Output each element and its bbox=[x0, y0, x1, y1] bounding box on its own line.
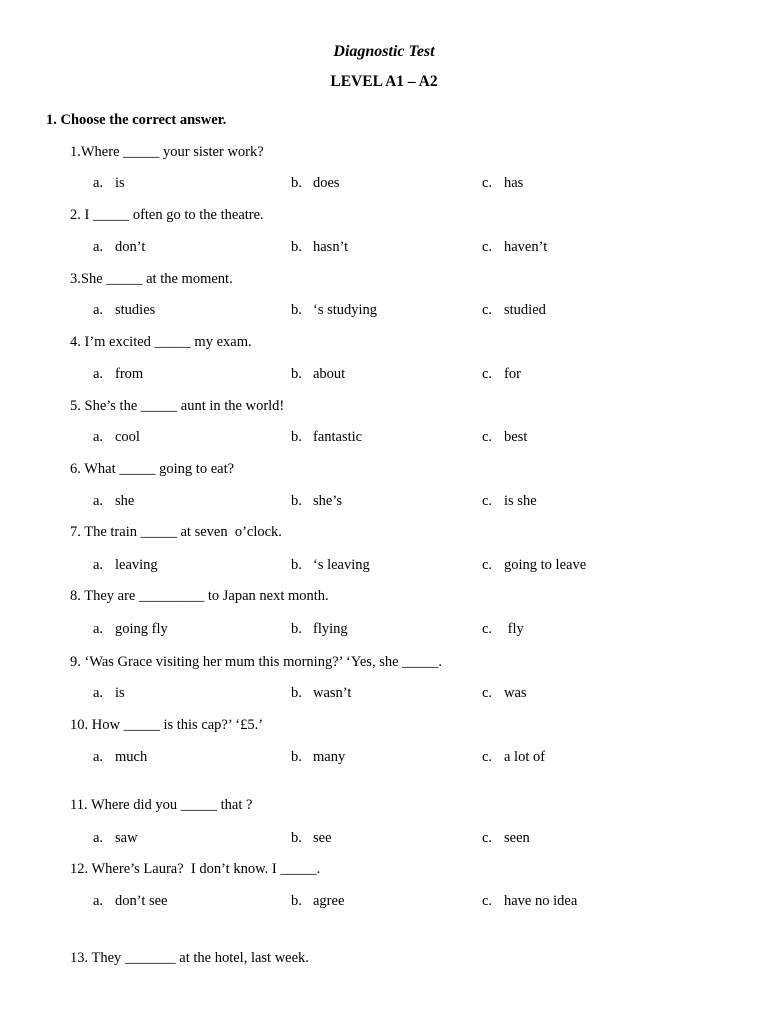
option-letter: b. bbox=[291, 493, 302, 509]
page-title: Diagnostic Test bbox=[333, 43, 435, 60]
option-letter: b. bbox=[291, 893, 302, 909]
option-9c[interactable] bbox=[482, 685, 527, 702]
option-text: cool bbox=[115, 429, 140, 445]
option-letter: b. bbox=[291, 302, 302, 318]
option-text: fantastic bbox=[313, 429, 363, 445]
option-5b[interactable] bbox=[291, 429, 362, 446]
option-letter: b. bbox=[291, 239, 302, 255]
option-7b[interactable] bbox=[291, 557, 370, 574]
option-text: was bbox=[504, 685, 527, 701]
option-text: from bbox=[115, 366, 144, 382]
option-letter: b. bbox=[291, 749, 302, 765]
option-11b[interactable] bbox=[291, 830, 332, 847]
option-1c[interactable] bbox=[482, 175, 523, 192]
option-10c[interactable] bbox=[482, 749, 545, 766]
question-12: 12. Where’s Laura? I don’t know. I _____. bbox=[70, 861, 321, 877]
option-text: going fly bbox=[115, 621, 168, 637]
option-letter: c. bbox=[482, 302, 493, 318]
option-letter: a. bbox=[93, 830, 104, 846]
option-text: wasn’t bbox=[313, 685, 352, 701]
option-letter: b. bbox=[291, 557, 302, 573]
option-letter: a. bbox=[93, 302, 104, 318]
option-1a[interactable] bbox=[93, 175, 125, 192]
section-heading: 1. Choose the correct answer. bbox=[46, 112, 227, 128]
question-1: 1.Where _____ your sister work? bbox=[70, 144, 264, 160]
option-9b[interactable] bbox=[291, 685, 351, 702]
option-letter: a. bbox=[93, 749, 104, 765]
option-text: saw bbox=[115, 830, 138, 846]
option-10a[interactable] bbox=[93, 749, 147, 766]
option-letter: a. bbox=[93, 175, 104, 191]
question-8: 8. They are _________ to Japan next month. bbox=[70, 588, 329, 604]
option-letter: a. bbox=[93, 493, 104, 509]
option-4b[interactable] bbox=[291, 366, 345, 383]
option-text: for bbox=[504, 366, 521, 382]
option-text: haven’t bbox=[504, 239, 548, 255]
option-text: is bbox=[115, 175, 125, 191]
option-2b[interactable] bbox=[291, 239, 348, 256]
option-text: flying bbox=[313, 621, 348, 637]
option-text: leaving bbox=[115, 557, 158, 573]
option-7a[interactable] bbox=[93, 557, 158, 574]
option-text: best bbox=[504, 429, 528, 445]
option-text: much bbox=[115, 749, 148, 765]
option-letter: c. bbox=[482, 239, 493, 255]
option-letter: a. bbox=[93, 429, 104, 445]
option-text: is bbox=[115, 685, 125, 701]
question-3: 3.She _____ at the moment. bbox=[70, 271, 233, 287]
option-letter: a. bbox=[93, 893, 104, 909]
option-text: have no idea bbox=[504, 893, 578, 909]
option-text: does bbox=[313, 175, 340, 191]
option-letter: c. bbox=[482, 893, 493, 909]
option-8c[interactable] bbox=[482, 621, 524, 638]
option-text: don’t bbox=[115, 239, 146, 255]
option-text: fly bbox=[504, 621, 524, 637]
option-text: has bbox=[504, 175, 524, 191]
option-3c[interactable] bbox=[482, 302, 546, 319]
option-text: don’t see bbox=[115, 893, 168, 909]
option-10b[interactable] bbox=[291, 749, 345, 766]
option-2c[interactable] bbox=[482, 239, 547, 256]
option-4a[interactable] bbox=[93, 366, 143, 383]
question-6: 6. What _____ going to eat? bbox=[70, 461, 235, 477]
option-11c[interactable] bbox=[482, 830, 530, 847]
option-text: going to leave bbox=[504, 557, 587, 573]
option-letter: a. bbox=[93, 557, 104, 573]
question-9: 9. ‘Was Grace visiting her mum this morning?’ ‘Yes, she _____. bbox=[70, 654, 443, 670]
option-5a[interactable] bbox=[93, 429, 140, 446]
question-5: 5. She’s the _____ aunt in the world! bbox=[70, 398, 285, 414]
option-letter: c. bbox=[482, 557, 493, 573]
option-12b[interactable] bbox=[291, 893, 344, 910]
option-letter: a. bbox=[93, 239, 104, 255]
option-2a[interactable] bbox=[93, 239, 145, 256]
option-text: seen bbox=[504, 830, 530, 846]
option-text: is she bbox=[504, 493, 537, 509]
option-letter: b. bbox=[291, 685, 302, 701]
question-10: 10. How _____ is this cap?’ ‘£5.’ bbox=[70, 717, 264, 733]
option-3b[interactable] bbox=[291, 302, 377, 319]
option-text: she bbox=[115, 493, 135, 509]
option-text: hasn’t bbox=[313, 239, 349, 255]
option-letter: c. bbox=[482, 830, 493, 846]
option-8b[interactable] bbox=[291, 621, 348, 638]
option-letter: c. bbox=[482, 366, 493, 382]
question-7: 7. The train _____ at seven o’clock. bbox=[70, 524, 282, 540]
option-1b[interactable] bbox=[291, 175, 340, 192]
option-text: studied bbox=[504, 302, 546, 318]
option-12c[interactable] bbox=[482, 893, 577, 910]
option-letter: a. bbox=[93, 366, 104, 382]
option-letter: c. bbox=[482, 749, 493, 765]
option-5c[interactable] bbox=[482, 429, 527, 446]
option-text: she’s bbox=[313, 493, 342, 509]
option-letter: c. bbox=[482, 175, 493, 191]
question-4: 4. I’m excited _____ my exam. bbox=[70, 334, 252, 350]
option-letter: c. bbox=[482, 621, 493, 637]
option-letter: c. bbox=[482, 685, 493, 701]
option-letter: a. bbox=[93, 685, 104, 701]
option-text: many bbox=[313, 749, 346, 765]
option-letter: b. bbox=[291, 830, 302, 846]
option-letter: b. bbox=[291, 175, 302, 191]
option-11a[interactable] bbox=[93, 830, 138, 847]
option-text: agree bbox=[313, 893, 345, 909]
option-7c[interactable] bbox=[482, 557, 586, 574]
question-2: 2. I _____ often go to the theatre. bbox=[70, 207, 264, 223]
question-11: 11. Where did you _____ that ? bbox=[70, 797, 253, 813]
option-letter: c. bbox=[482, 493, 493, 509]
option-text: a lot of bbox=[504, 749, 546, 765]
option-text: about bbox=[313, 366, 346, 382]
option-letter: c. bbox=[482, 429, 493, 445]
option-letter: b. bbox=[291, 366, 302, 382]
question-13: 13. They _______ at the hotel, last week. bbox=[70, 950, 309, 966]
option-letter: b. bbox=[291, 429, 302, 445]
level-heading: LEVEL A1 – A2 bbox=[330, 73, 438, 90]
option-letter: b. bbox=[291, 621, 302, 637]
option-4c[interactable] bbox=[482, 366, 521, 383]
option-text: ‘s leaving bbox=[313, 557, 370, 573]
option-9a[interactable] bbox=[93, 685, 125, 702]
option-6b[interactable] bbox=[291, 493, 342, 510]
option-6c[interactable] bbox=[482, 493, 537, 510]
option-12a[interactable] bbox=[93, 893, 168, 910]
option-6a[interactable] bbox=[93, 493, 134, 510]
option-letter: a. bbox=[93, 621, 104, 637]
option-text: see bbox=[313, 830, 332, 846]
option-3a[interactable] bbox=[93, 302, 155, 319]
option-text: ‘s studying bbox=[313, 302, 378, 318]
option-8a[interactable] bbox=[93, 621, 168, 638]
option-text: studies bbox=[115, 302, 156, 318]
